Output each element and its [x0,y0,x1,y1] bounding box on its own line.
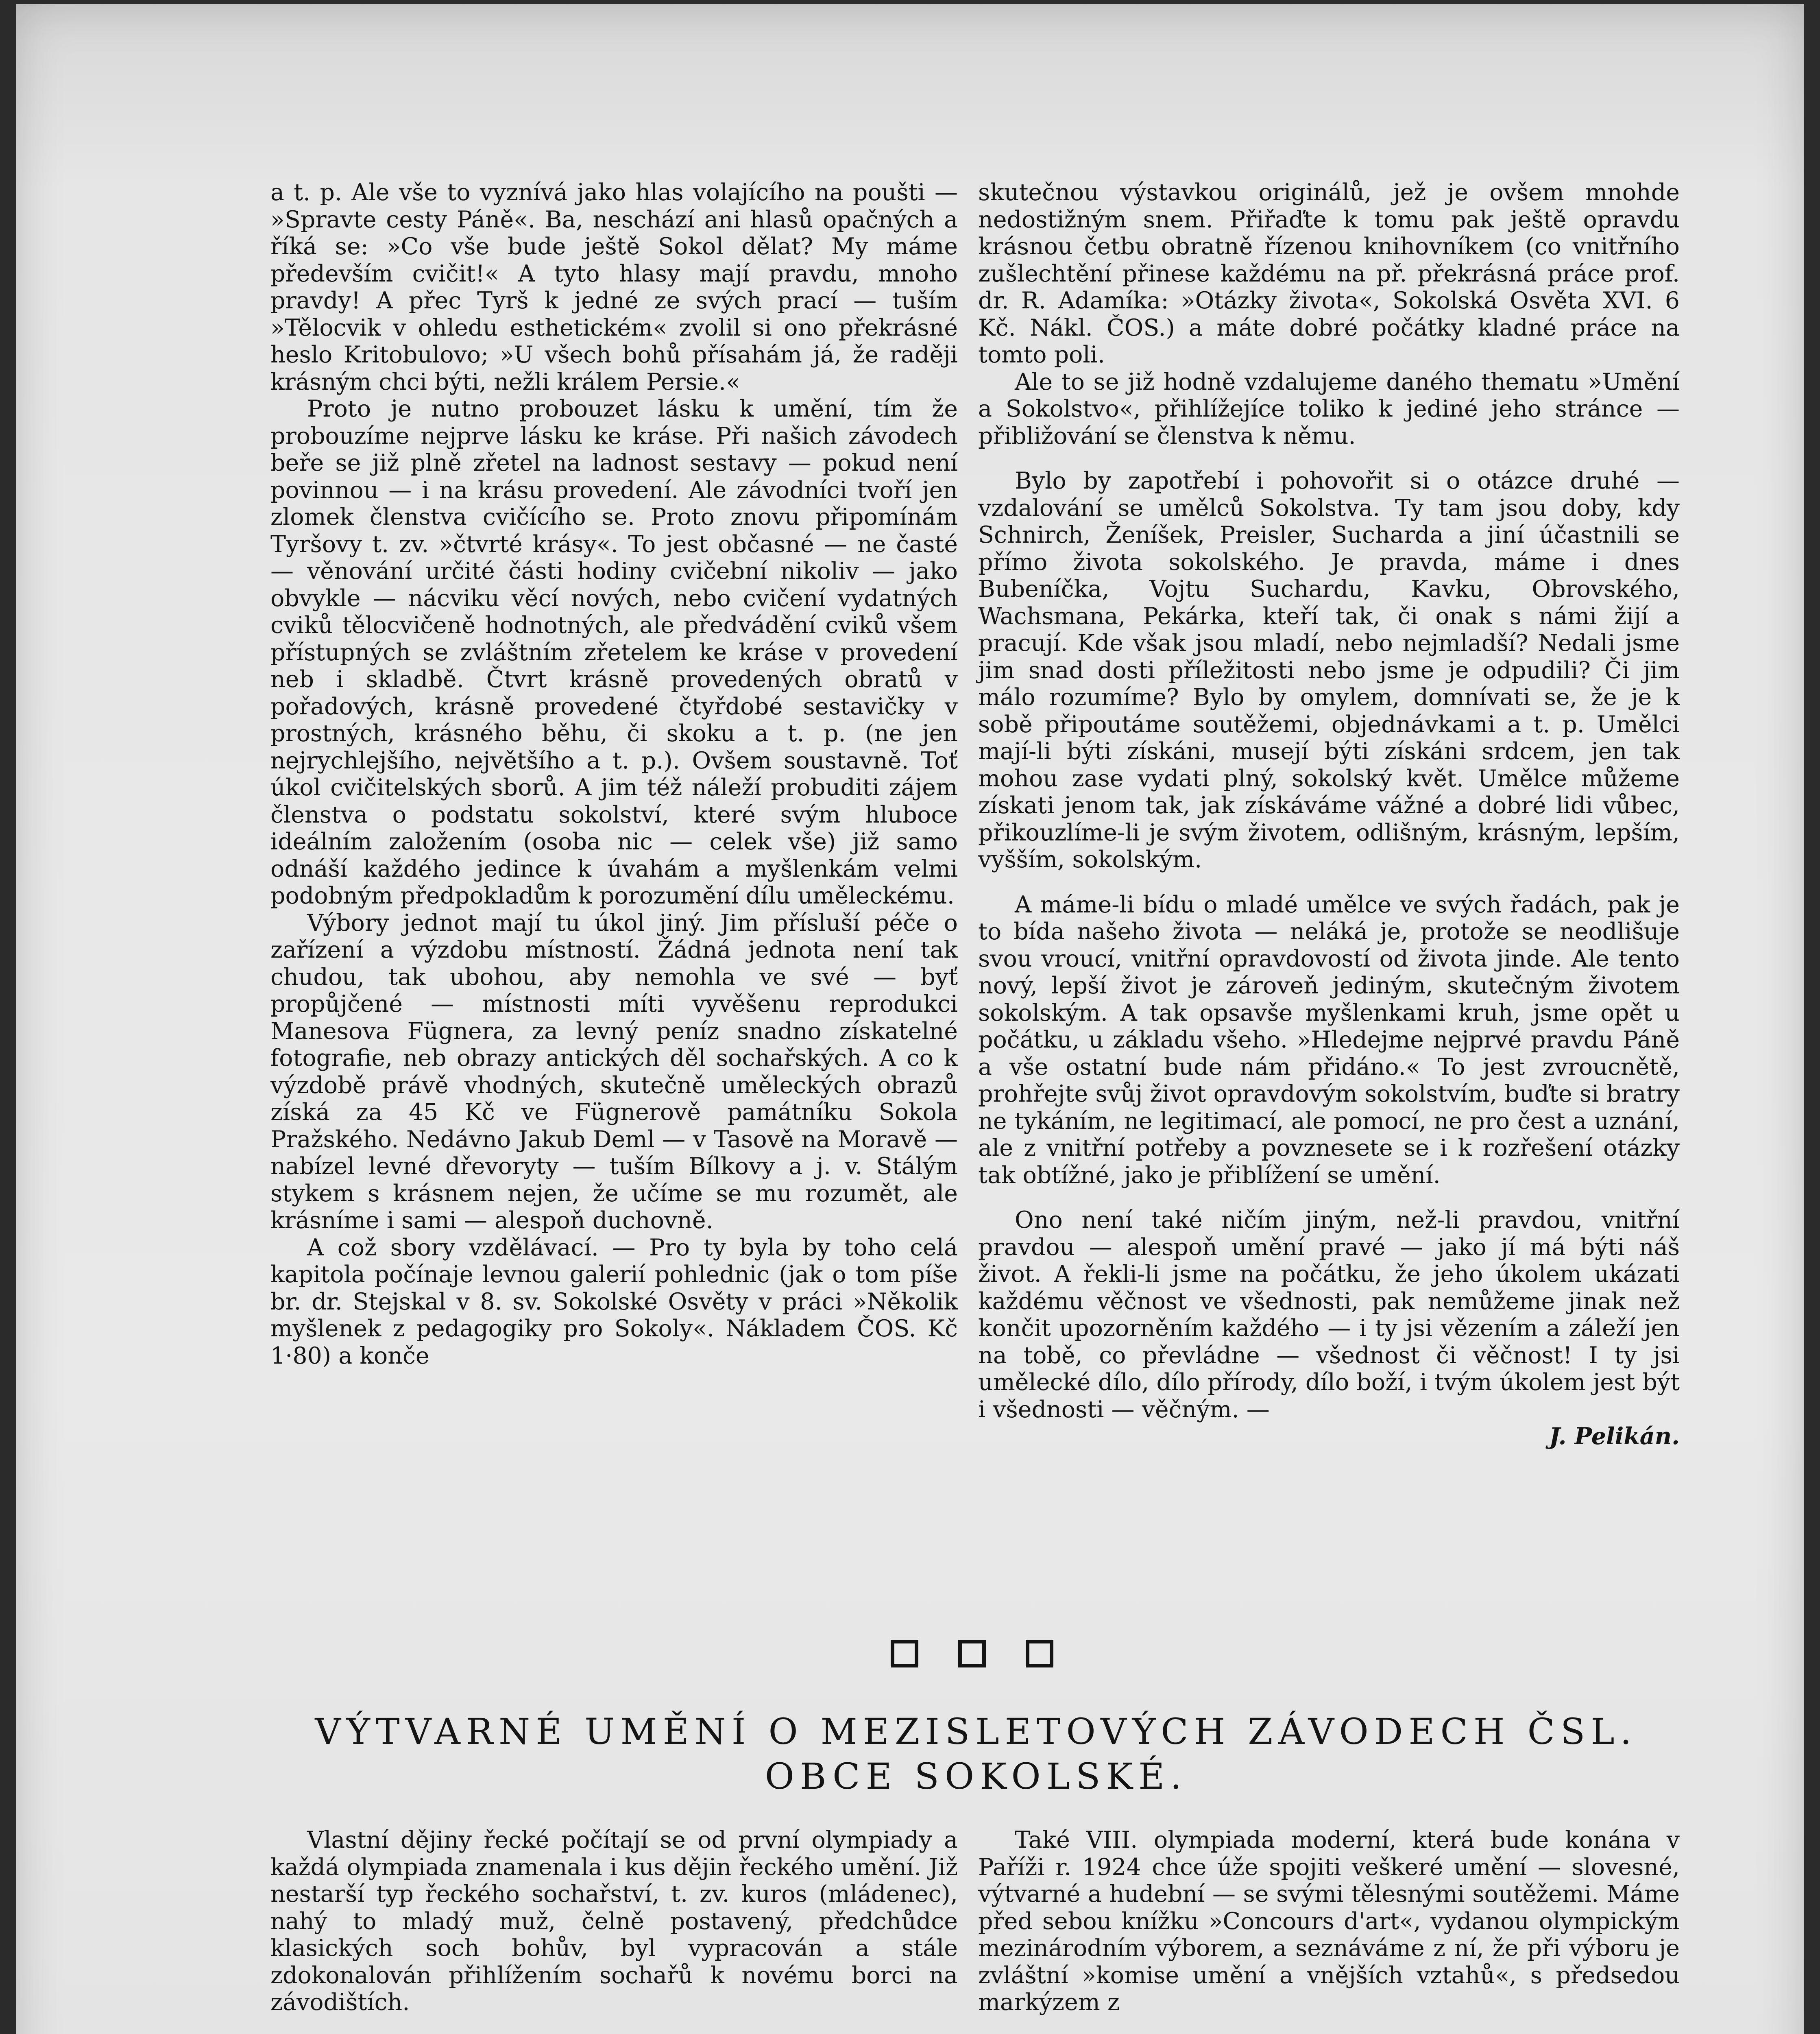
top-right-column [978,179,1680,1450]
section-divider-ornament [891,1639,1053,1668]
paragraph: Ono není také ničím jiným, než-li pravdou, vnitřní pravdou — alespoň umění pravé — jako jí má býti náš život. A řekli-li jsme na počátku, že jeho úkolem ukázati každému věčnost ve všednosti, pak nemůžeme jinak než končit upozorněním každého — i ty jsi vězením a záleží jen na tobě, co převládne — všednost či věčnost! I ty jsi umělecké dílo, dílo přírody, dílo boží, i tvým úkolem jest být i všednosti — věčným. — [978,1207,1680,1423]
square-ornament-icon [958,1640,986,1667]
paragraph: Výbory jednot mají tu úkol jiný. Jim přísluší péče o zařízení a výzdobu místností. Žádná jednota není tak chudou, tak ubohou, aby nemohla ve své — byť propůjčené — místnosti míti vyvěšenu reprodukci Manesova Fügnera, za levný peníz snadno získatelné fotografie, neb obrazy antických děl sochařských. A co k výzdobě právě vhodných, skutečně uměleckých obrazů získá za 45 Kč ve Fügnerově památníku Sokola Pražského. Nedávno Jakub Deml — v Tasově na Moravě — nabízel levné dřevoryty — tuším Bílkovy a j. v. Stálým stykem s krásnem nejen, že učíme se mu rozumět, ale krásníme i sami — alespoň duchovně. [270,909,958,1234]
top-left-column [270,179,958,1369]
section-title-continued: OBCE SOKOLSKÉ. [765,1755,1188,1797]
paragraph: A máme-li bídu o mladé umělce ve svých řadách, pak je to bída našeho života — neláká je, protože se neodlišuje svou vroucí, vnitřní opravdovostí od života jinde. Ale tento nový, lepší život je zároveň jediným, skutečným životem sokolským. A tak opsavše myšlenkami kruh, jsme opět u počátku, u základu všeho. »Hledejme nejprvé pravdu Páně a vše ostatní bude nám přidáno.« To jest zvroucnětě, prohřejte svůj život opravdovým sokolstvím, buďte si bratry ne tykáním, ne legitimací, ale pomocí, ne pro čest a uznání, ale z vnitřní potřeby a povznesete se i k rozřešení otázky tak obtížné, jako je přiblížení se umění. [978,891,1680,1189]
magazine-page [16,4,1804,2034]
section-title: VÝTVARNÉ UMĚNÍ O MEZISLETOVÝCH ZÁVODECH ČSL. [315,1711,1637,1752]
paragraph: Také VIII. olympiada moderní, která bude konána v Paříži r. 1924 chce úže spojiti veškeré umění — slovesné, výtvarné a hudební — se svými tělesnými soutěžemi. Máme před sebou knížku »Concours d'art«, vydanou olympickým mezinárodním výborem, a seznáváme z ní, že při výboru je zvláštní »komise umění a vnějších vztahů«, s předsedou markýzem z [978,1827,1680,2016]
paragraph: Proto je nutno probouzet lásku k umění, tím že probouzíme nejprve lásku ke kráse. Při našich závodech beře se již plně zřetel na ladnost sestavy — pokud není povinnou — i na krásu provedení. Ale závodníci tvoří jen zlomek členstva cvičícího se. Proto znovu připomínám Tyršovy t. zv. »čtvrté krásy«. To jest občasné — ne časté — věnování určité části hodiny cvičební nikoliv — jako obvykle — nácviku věcí nových, nebo cvičení vydatných cviků tělocvičeně hodnotných, ale předvádění cviků všem přístupných se zvláštním zřetelem ke kráse v provedení neb i skladbě. Čtvrt krásně provedených obratů v pořadových, krásně provedené čtyřdobé sestavičky v prostných, krásného běhu, či skoku a t. p. (ne jen nejrychlejšího, největšího a t. p.). Ovšem soustavně. Toť úkol cvičitelských sborů. A jim též náleží probuditi zájem členstva o podstatu sokolství, které svým hluboce ideálním založením (osoba nic — celek vše) již samo odnáší každého jedince k úvahám a myšlenkám velmi podobným předpokladům k porozumění dílu uměleckému. [270,395,958,909]
bottom-right-column [978,1827,1680,2016]
paragraph: skutečnou výstavkou originálů, jež je ovšem mnohde nedostižným snem. Přiřaďte k tomu pak ještě opravdu krásnou četbu obratně řízenou knihovníkem (co vnitřního zušlechtění přinese každému na př. překrásná práce prof. dr. R. Adamíka: »Otázky života«, Sokolská Osvěta XVI. 6 Kč. Nákl. ČOS.) a máte dobré počátky kladné práce na tomto poli. [978,179,1680,368]
paragraph: Bylo by zapotřebí i pohovořit si o otázce druhé — vzdalování se umělců Sokolstva. Ty tam jsou doby, kdy Schnirch, Ženíšek, Preisler, Sucharda a jiní účastnili se přímo života sokolského. Je pravda, máme i dnes Bubeníčka, Vojtu Suchardu, Kavku, Obrovského, Wachsmana, Pekárka, kteří tak, či onak s námi žijí a pracují. Kde však jsou mladí, nebo nejmladší? Nedali jsme jim snad dosti příležitosti nebo jsme je odpudili? Či jim málo rozumíme? Bylo by omylem, domnívati se, že je k sobě připoutáme soutěžemi, objednávkami a t. p. Umělci mají-li býti získáni, musejí býti získáni srdcem, jen tak mohou zase vydati plný, sokolský květ. Umělce můžeme získati jenom tak, jak získáváme vážné a dobré lidi vůbec, přikouzlíme-li je svým životem, odlišným, krásným, lepším, vyšším, sokolským. [978,467,1680,873]
bottom-left-column [270,1827,958,2016]
author-signature: J. Pelikán. [1549,1423,1680,1450]
paragraph: a t. p. Ale vše to vyznívá jako hlas volajícího na poušti — »Spravte cesty Páně«. Ba, neschází ani hlasů opačných a říká se: »Co vše bude ještě Sokol dělat? My máme především cvičit!« A tyto hlasy mají pravdu, mnoho pravdy! A přec Tyrš k jedné ze svých prací — tuším »Tělocvik v ohledu esthetickém« zvolil si ono překrásné heslo Kritobulovo; »U všech bohů přísahám já, že raději krásným chci býti, nežli králem Persie.« [270,179,958,395]
square-ornament-icon [891,1640,918,1667]
paragraph: A což sbory vzdělávací. — Pro ty byla by toho celá kapitola počínaje levnou galerií pohlednic (jak o tom píše br. dr. Stejskal v 8. sv. Sokolské Osvěty v práci »Několik myšlenek z pedagogiky pro Sokoly«. Nákladem ČOS. Kč 1·80) a konče [270,1234,958,1369]
paragraph: Vlastní dějiny řecké počítají se od první olympiady a každá olympiada znamenala i kus dějin řeckého umění. Již nestarší typ řeckého sochařství, t. zv. kuros (mládenec), nahý to mladý muž, čelně postavený, předchůdce klasických soch bohův, byl vypracován a stále zdokonalován přihlížením sochařů k novému borci na závodištích. [270,1827,958,2016]
square-ornament-icon [1026,1640,1053,1667]
paragraph: Ale to se již hodně vzdalujeme daného thematu »Umění a Sokolstvo«, přihlížejíce toliko k jediné jeho stránce — přibližování se členstva k němu. [978,368,1680,450]
